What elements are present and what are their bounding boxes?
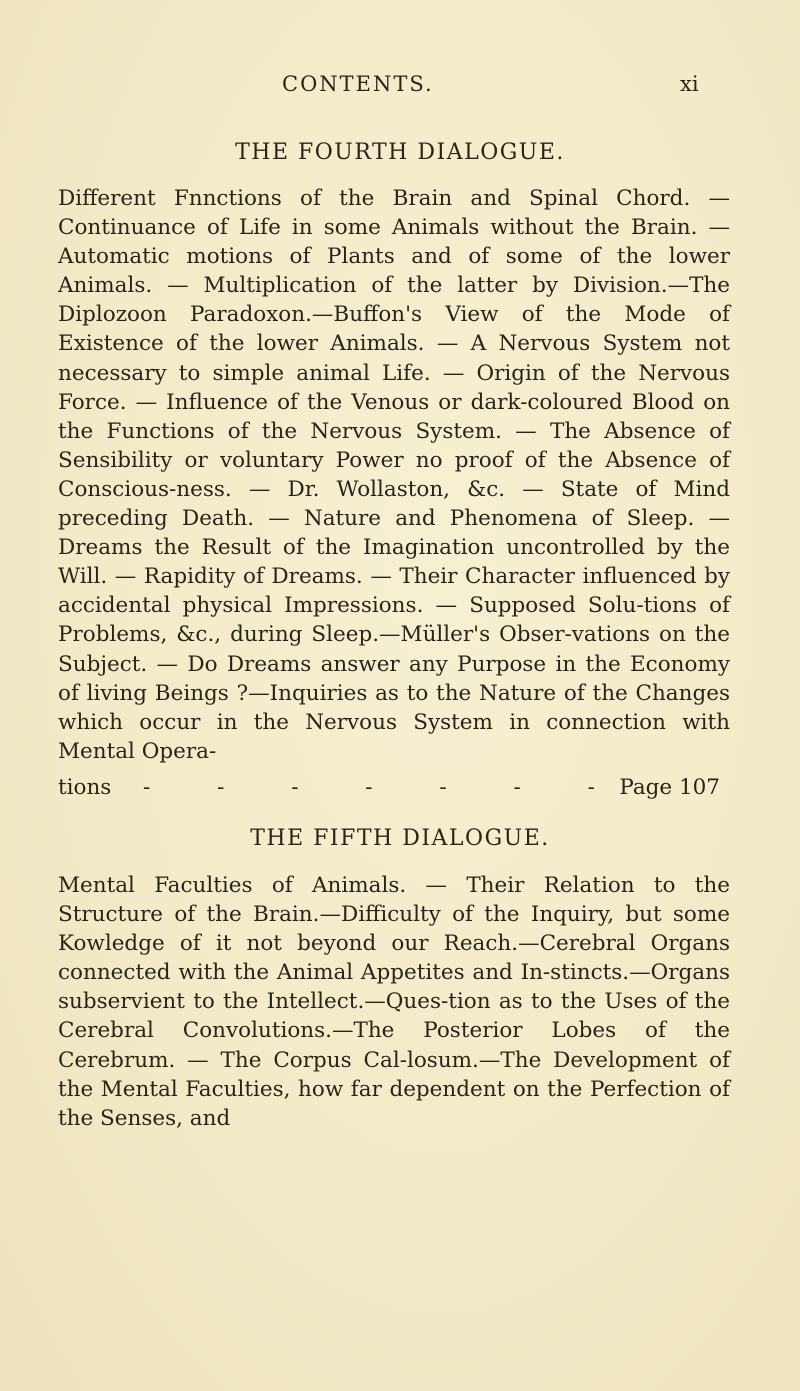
page-reference: Page 107 (619, 775, 720, 800)
section-summary-fifth-dialogue: Mental Faculties of Animals. — Their Relation to the Structure of the Brain.—Difficulty of the Inquiry, but some Kowledge of it not beyond our Reach.—Cerebral Organs connected with the Animal Appetites and In-stincts.—Organs subservient to the Intellect.—Ques-tion as to the Uses of the Cerebral Convolutions.—The Posterior Lobes of the Cerebrum. — The Corpus Cal-losum.—The Development of the Mental Faculties, how far dependent on the Perfection of the Senses, and (58, 873, 730, 1131)
page-number: xi (680, 72, 699, 96)
running-title: CONTENTS. (282, 72, 434, 96)
section-heading-fifth-dialogue: THE FIFTH DIALOGUE. (250, 826, 550, 851)
section-summary-fourth-dialogue: Different Fnnctions of the Brain and Spinal Chord. — Continuance of Life in some Animals without the Brain. — Automatic motions of Plants and of some of the lower Animals. — Multiplication of the latter by Division.—The Diplozoon Paradoxon.—Buffon's View of the Mode of Existence of the lower Animals. — A Nervous System not necessary to simple animal Life. — Origin of the Nervous Force. — Influence of the Venous or dark-coloured Blood on the Functions of the Nervous System. — The Absence of Sensibility or voluntary Power no proof of the Absence of Conscious-ness. — Dr. Wollaston, &c. — State of Mind preceding Death. — Nature and Phenomena of Sleep. — Dreams the Result of the Imagination uncontrolled by the Will. — Rapidity of Dreams. — Their Character influenced by accidental physical Impressions. — Supposed Solu-tions of Problems, &c., during Sleep.—Müller's Obser-vations on the Subject. — Do Dreams answer any Purpose in the Economy of living Beings ?—Inquiries as to the Nature of the Changes which occur in the Nervous System in connection with Mental Opera- (58, 186, 730, 764)
section-heading-fourth-dialogue: THE FOURTH DIALOGUE. (235, 140, 565, 165)
dot-leader: - - - - - - - (143, 775, 625, 800)
entry-last-word: tions (58, 775, 112, 800)
running-head (0, 72, 800, 102)
page-reference-line (58, 773, 730, 803)
